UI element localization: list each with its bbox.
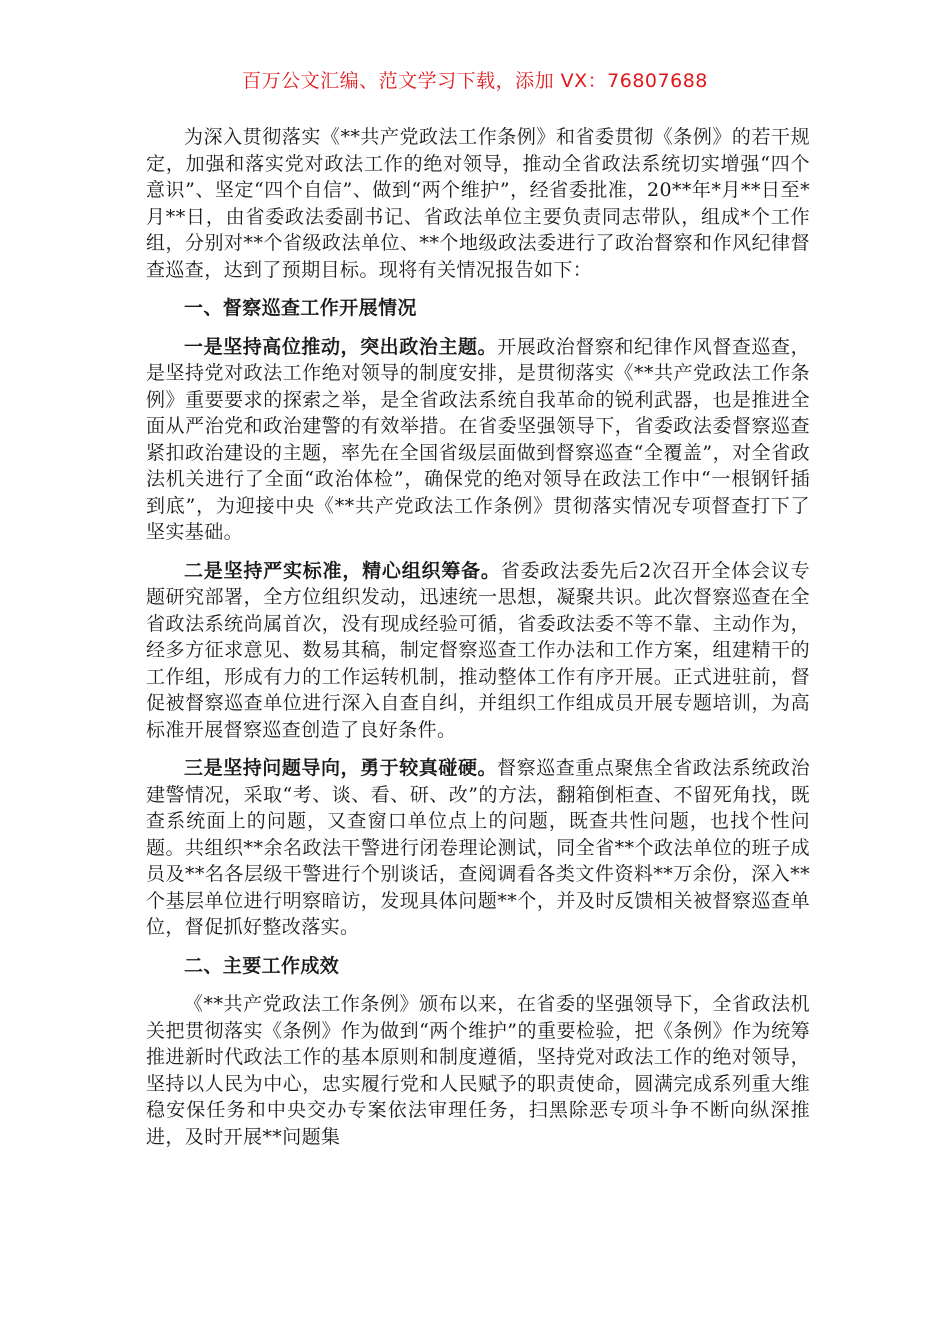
item-1-body: 开展政治督察和纪律作风督查巡查，是坚持党对政法工作绝对领导的制度安排，是贯彻落实《**共产党政法工作条例》重要要求的探索之举，是全省政法系统自我革命的锐利武器，也是推进全面从严治党和政治建警的有效举措。在省委坚强领导下，省委政法委督察巡查紧扣政治建设的主题，率先在全国省级层面做到督察巡查“全覆盖”，对全省政法机关进行了全面“政治体检”，确保党的绝对领导在政法工作中“一根钢钎插到底”，为迎接中央《**共产党政法工作条例》贯彻落实情况专项督查打下了坚实基础。	[146, 335, 810, 543]
document-body	[146, 124, 810, 1150]
item-3-lead: 三是坚持问题导向，勇于较真碰硬。	[184, 757, 498, 779]
paragraph-item-3	[146, 755, 810, 941]
section-heading-1: 一、督察巡查工作开展情况	[184, 297, 417, 319]
item-2-lead: 二是坚持严实标准，精心组织筹备。	[184, 559, 501, 582]
paragraph-item-1	[146, 334, 810, 546]
item-1-lead: 一是坚持高位推动，突出政治主题。	[184, 335, 498, 358]
intro-paragraph: 为深入贯彻落实《**共产党政法工作条例》和省委贯彻《条例》的若干规定，加强和落实党对政法工作的绝对领导，推动全省政法系统切实增强“四个意识”、坚定“四个自信”、做到“两个维护”，经省委批准，20**年*月**日至*月**日，由省委政法委副书记、省政法单位主要负责同志带队，组成*个工作组，分别对**个省级政法单位、**个地级政法委进行了政治督察和作风纪律督查巡查，达到了预期目标。现将有关情况报告如下：	[146, 126, 810, 281]
item-3-body: 督察巡查重点聚焦全省政法系统政治建警情况，采取“考、谈、看、研、改”的方法，翻箱倒柜查、不留死角找，既查系统面上的问题，又查窗口单位点上的问题，既查共性问题，也找个性问题。共组织**余名政法干警进行闭卷理论测试，同全省**个政法单位的班子成员及**名各层级干警进行个别谈话，查阅调看各类文件资料**万余份，深入**个基层单位进行明察暗访，发现具体问题**个，并及时反馈相关被督察巡查单位，督促抓好整改落实。	[146, 757, 810, 938]
section-2-paragraph: 《**共产党政法工作条例》颁布以来，在省委的坚强领导下，全省政法机关把贯彻落实《条例》作为做到“两个维护”的重要检验，把《条例》作为统筹推进新时代政法工作的基本原则和制度遵循，坚持党对政法工作的绝对领导，坚持以人民为中心，忠实履行党和人民赋予的职责使命，圆满完成系列重大维稳安保任务和中央交办专案依法审理任务，扫黑除恶专项斗争不断向纵深推进，及时开展**问题集	[146, 993, 810, 1148]
paragraph-item-2	[146, 558, 810, 744]
download-banner: 百万公文汇编、范文学习下载，添加 VX：76807688	[242, 70, 708, 92]
section-heading-2: 二、主要工作成效	[184, 954, 340, 977]
item-2-body: 省委政法委先后2次召开全体会议专题研究部署，全方位组织发动，迅速统一思想，凝聚共识。此次督察巡查在全省政法系统尚属首次，没有现成经验可循，省委政法委不等不靠、主动作为，经多方征求意见、数易其稿，制定督察巡查工作办法和工作方案，组建精干的工作组，形成有力的工作运转机制，推动整体工作有序开展。正式进驻前，督促被督察巡查单位进行深入自查自纠，并组织工作组成员开展专题培训，为高标准开展督察巡查创造了良好条件。	[146, 559, 810, 741]
